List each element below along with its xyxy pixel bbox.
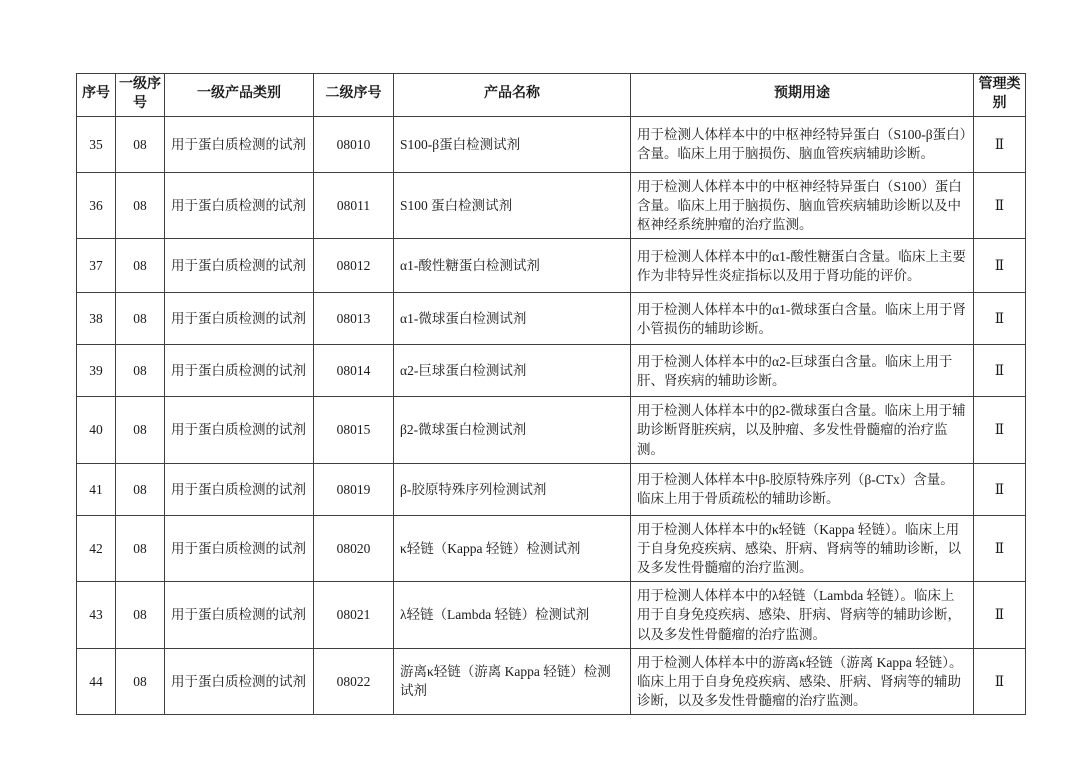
cell-level1-category: 用于蛋白质检测的试剂	[165, 397, 314, 463]
cell-level2-number: 08015	[314, 397, 394, 463]
header-level1-category: 一级产品类别	[165, 74, 314, 117]
table-row	[77, 582, 1026, 648]
table-row	[77, 172, 1026, 238]
header-level2-number: 二级序号	[314, 74, 394, 117]
cell-management-class: Ⅱ	[974, 463, 1026, 515]
cell-level1-category: 用于蛋白质检测的试剂	[165, 582, 314, 648]
cell-level1-number: 08	[116, 582, 165, 648]
product-classification-table	[76, 73, 1026, 715]
table-row	[77, 116, 1026, 172]
cell-product-name: α1-微球蛋白检测试剂	[394, 293, 631, 345]
cell-level2-number: 08020	[314, 515, 394, 581]
cell-level1-category: 用于蛋白质检测的试剂	[165, 648, 314, 714]
cell-management-class: Ⅱ	[974, 582, 1026, 648]
cell-product-name: S100 蛋白检测试剂	[394, 172, 631, 238]
cell-level2-number: 08010	[314, 116, 394, 172]
cell-product-name: S100-β蛋白检测试剂	[394, 116, 631, 172]
cell-level1-category: 用于蛋白质检测的试剂	[165, 463, 314, 515]
header-product-name: 产品名称	[394, 74, 631, 117]
cell-product-name: 游离κ轻链（游离 Kappa 轻链）检测试剂	[394, 648, 631, 714]
header-level1-number: 一级序号	[116, 74, 165, 117]
cell-level2-number: 08021	[314, 582, 394, 648]
cell-product-name: α1-酸性糖蛋白检测试剂	[394, 239, 631, 293]
table-row	[77, 463, 1026, 515]
cell-product-name: α2-巨球蛋白检测试剂	[394, 345, 631, 397]
header-management-class: 管理类别	[974, 74, 1026, 117]
cell-level1-category: 用于蛋白质检测的试剂	[165, 116, 314, 172]
cell-level1-number: 08	[116, 515, 165, 581]
cell-management-class: Ⅱ	[974, 239, 1026, 293]
cell-intended-use: 用于检测人体样本中的游离κ轻链（游离 Kappa 轻链）。临床上用于自身免疫疾病、感染、肝病、肾病等的辅助诊断，以及多发性骨髓瘤的治疗监测。	[631, 648, 974, 714]
cell-product-name: β2-微球蛋白检测试剂	[394, 397, 631, 463]
cell-serial-number: 39	[77, 345, 116, 397]
cell-serial-number: 37	[77, 239, 116, 293]
cell-level1-category: 用于蛋白质检测的试剂	[165, 293, 314, 345]
cell-serial-number: 41	[77, 463, 116, 515]
table-header-row	[77, 74, 1026, 117]
cell-intended-use: 用于检测人体样本中的λ轻链（Lambda 轻链）。临床上用于自身免疫疾病、感染、肝病、肾病等的辅助诊断，以及多发性骨髓瘤的治疗监测。	[631, 582, 974, 648]
table-row	[77, 515, 1026, 581]
table-row	[77, 345, 1026, 397]
cell-level2-number: 08011	[314, 172, 394, 238]
cell-level1-number: 08	[116, 463, 165, 515]
cell-serial-number: 38	[77, 293, 116, 345]
header-intended-use: 预期用途	[631, 74, 974, 117]
cell-serial-number: 36	[77, 172, 116, 238]
cell-intended-use: 用于检测人体样本中的中枢神经特异蛋白（S100-β蛋白）含量。临床上用于脑损伤、脑血管疾病辅助诊断。	[631, 116, 974, 172]
cell-management-class: Ⅱ	[974, 515, 1026, 581]
cell-level1-category: 用于蛋白质检测的试剂	[165, 515, 314, 581]
cell-level1-category: 用于蛋白质检测的试剂	[165, 345, 314, 397]
cell-management-class: Ⅱ	[974, 172, 1026, 238]
cell-intended-use: 用于检测人体样本中的α1-微球蛋白含量。临床上用于肾小管损伤的辅助诊断。	[631, 293, 974, 345]
cell-serial-number: 35	[77, 116, 116, 172]
cell-intended-use: 用于检测人体样本中的β2-微球蛋白含量。临床上用于辅助诊断肾脏疾病，以及肿瘤、多发性骨髓瘤的治疗监测。	[631, 397, 974, 463]
cell-intended-use: 用于检测人体样本中的α2-巨球蛋白含量。临床上用于肝、肾疾病的辅助诊断。	[631, 345, 974, 397]
cell-product-name: λ轻链（Lambda 轻链）检测试剂	[394, 582, 631, 648]
cell-level1-number: 08	[116, 397, 165, 463]
cell-level1-number: 08	[116, 648, 165, 714]
cell-management-class: Ⅱ	[974, 648, 1026, 714]
cell-level1-number: 08	[116, 172, 165, 238]
cell-intended-use: 用于检测人体样本中的α1-酸性糖蛋白含量。临床上主要作为非特异性炎症指标以及用于肾功能的评价。	[631, 239, 974, 293]
cell-product-name: β-胶原特殊序列检测试剂	[394, 463, 631, 515]
cell-level1-category: 用于蛋白质检测的试剂	[165, 239, 314, 293]
table-row	[77, 293, 1026, 345]
cell-level2-number: 08013	[314, 293, 394, 345]
cell-level2-number: 08014	[314, 345, 394, 397]
cell-serial-number: 44	[77, 648, 116, 714]
cell-management-class: Ⅱ	[974, 345, 1026, 397]
cell-level1-number: 08	[116, 293, 165, 345]
cell-level2-number: 08012	[314, 239, 394, 293]
cell-serial-number: 43	[77, 582, 116, 648]
cell-serial-number: 40	[77, 397, 116, 463]
cell-level1-number: 08	[116, 239, 165, 293]
table-row	[77, 648, 1026, 714]
cell-intended-use: 用于检测人体样本中的κ轻链（Kappa 轻链）。临床上用于自身免疫疾病、感染、肝病、肾病等的辅助诊断，以及多发性骨髓瘤的治疗监测。	[631, 515, 974, 581]
header-serial-number: 序号	[77, 74, 116, 117]
cell-level1-number: 08	[116, 345, 165, 397]
cell-level2-number: 08022	[314, 648, 394, 714]
cell-management-class: Ⅱ	[974, 397, 1026, 463]
cell-level2-number: 08019	[314, 463, 394, 515]
table-row	[77, 397, 1026, 463]
cell-intended-use: 用于检测人体样本中的中枢神经特异蛋白（S100）蛋白含量。临床上用于脑损伤、脑血管疾病辅助诊断以及中枢神经系统肿瘤的治疗监测。	[631, 172, 974, 238]
cell-level1-number: 08	[116, 116, 165, 172]
cell-management-class: Ⅱ	[974, 116, 1026, 172]
cell-serial-number: 42	[77, 515, 116, 581]
table-row	[77, 239, 1026, 293]
cell-product-name: κ轻链（Kappa 轻链）检测试剂	[394, 515, 631, 581]
cell-level1-category: 用于蛋白质检测的试剂	[165, 172, 314, 238]
cell-intended-use: 用于检测人体样本中β-胶原特殊序列（β-CTx）含量。临床上用于骨质疏松的辅助诊断。	[631, 463, 974, 515]
cell-management-class: Ⅱ	[974, 293, 1026, 345]
